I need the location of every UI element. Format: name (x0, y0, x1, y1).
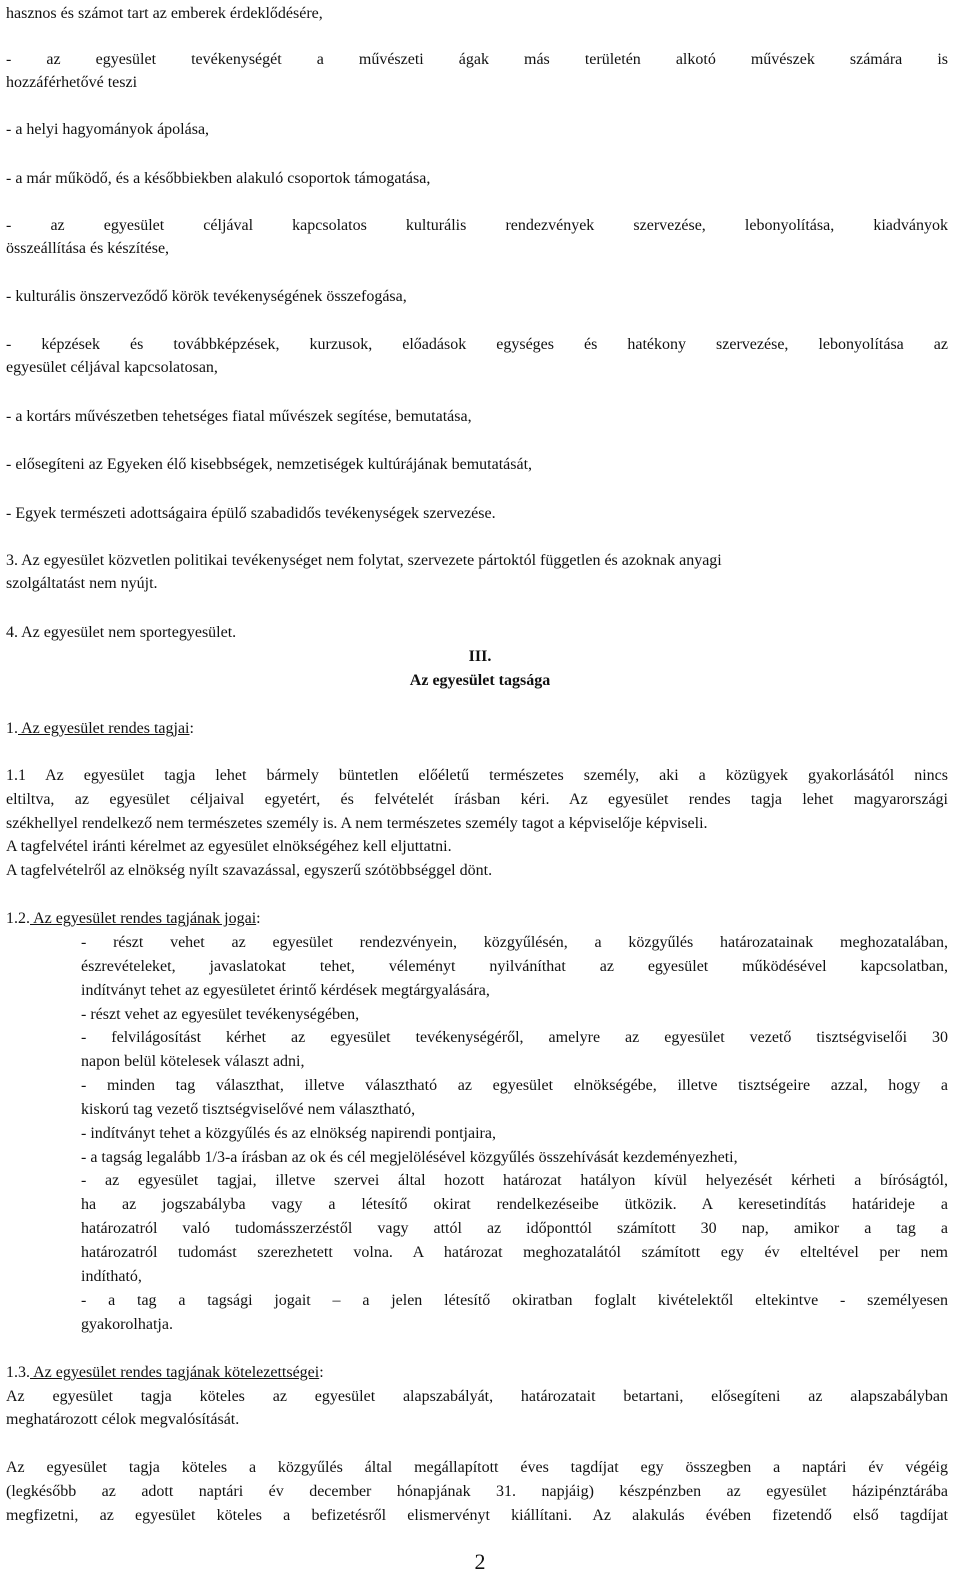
paragraph: Az egyesület tagja köteles a közgyűlés által megállapított éves tagdíjat egy összegben a naptári év végéig (6, 1459, 948, 1476)
paragraph: 4. Az egyesület nem sportegyesület. (6, 624, 237, 641)
list-item: kiskorú tag vezető tisztségviselővé nem választható, (81, 1101, 416, 1118)
paragraph: - Egyek természeti adottságaira épülő szabadidős tevékenységek szervezése. (6, 505, 496, 522)
paragraph: hasznos és számot tart az emberek érdeklődésére, (6, 5, 323, 22)
paragraph: - a helyi hagyományok ápolása, (6, 121, 210, 138)
list-item: indítható, (81, 1268, 142, 1285)
list-item: - részt vehet az egyesület rendezvényein, közgyűlésén, a közgyűlés határozatainak meghozatalában, (81, 934, 948, 951)
subsection-heading (6, 1361, 948, 1384)
list-item: ha az jogszabályba vagy a létesítő okirat rendelkezéseibe ütközik. A keresetindítás határideje a (81, 1196, 948, 1213)
list-item: - a tag a tagsági jogait – a jelen létesítő okiratban foglalt kivételektől eltekintve - személyesen (81, 1292, 948, 1309)
list-item: - indítványt tehet a közgyűlés és az elnökség napirendi pontjaira, (81, 1125, 496, 1142)
subsection-colon: : (189, 720, 194, 737)
paragraph: székhellyel rendelkező nem természetes személy is. A nem természetes személy tagot a képviselője képviseli. (6, 815, 708, 832)
list-item: határozatról tudomást szerezhetett volna. A határozat meghozatalától számított egy év elteltével per nem (81, 1244, 948, 1261)
list-item: - az egyesület tagjai, illetve szervei által hozott határozat hatályon kívül helyezését kérheti a bíróságtól, (81, 1172, 948, 1189)
paragraph: összeállítása és készítése, (6, 240, 170, 257)
paragraph: 1.1 Az egyesület tagja lehet bármely büntetlen előéletű természetes személy, aki a közügyek gyakorlásától nincs (6, 767, 948, 784)
subsection-number: 1.3. (6, 1364, 30, 1381)
paragraph: meghatározott célok megvalósítását. (6, 1411, 240, 1428)
subsection-title: Az egyesület rendes tagjának kötelezettségei (30, 1364, 320, 1381)
paragraph: hozzáférhetővé teszi (6, 74, 138, 91)
paragraph: megfizetni, az egyesület köteles a befizetésről elismervényt kiállítani. Az alakulás évében fizetendő első tagdíjat (6, 1507, 948, 1524)
list-item: - minden tag választhat, illetve választható az egyesület elnökségébe, illetve tisztségeire azzal, hogy a (81, 1077, 948, 1094)
paragraph: - a kortárs művészetben tehetséges fiatal művészek segítése, bemutatása, (6, 408, 472, 425)
paragraph: Az egyesület tagja köteles az egyesület alapszabályát, határozatait betartani, elősegíteni az alapszabályban (6, 1388, 948, 1405)
subsection-number: 1.2. (6, 910, 30, 927)
list-item: határozatról való tudomásszerzéstől vagy attól az időponttól számított 30 nap, amikor a tag a (81, 1220, 948, 1237)
paragraph: - kulturális önszerveződő körök tevékenységének összefogása, (6, 288, 407, 305)
paragraph: (legkésőbb az adott naptári év december hónapjának 31. napjáig) készpénzben az egyesület házipénztárába (6, 1483, 948, 1500)
paragraph: egyesület céljával kapcsolatosan, (6, 359, 218, 376)
subsection-heading (6, 717, 948, 740)
list-item: gyakorolhatja. (81, 1316, 173, 1333)
section-title: Az egyesület tagsága (409, 672, 551, 689)
page-number: 2 (474, 1549, 486, 1574)
paragraph: - elősegíteni az Egyeken élő kisebbségek, nemzetiségek kultúrájának bemutatását, (6, 456, 533, 473)
list-item: - részt vehet az egyesület tevékenységében, (81, 1006, 360, 1023)
subsection-title: Az egyesület rendes tagjai (18, 720, 190, 737)
paragraph: A tagfelvétel iránti kérelmet az egyesület elnökségéhez kell eljuttatni. (6, 838, 452, 855)
subsection-title: Az egyesület rendes tagjának jogai (30, 910, 257, 927)
list-item: - a tagság legalább 1/3-a írásban az ok és cél megjelölésével közgyűlés összehívását kezdeményezheti, (81, 1149, 738, 1166)
list-item: észrevételeket, javaslatokat tehet, véleményt nyilváníthat az egyesület működésével kapcsolatban, (81, 958, 948, 975)
paragraph: eltiltva, az egyesület céljaival egyetért, és felvételét írásban kéri. Az egyesület rendes tagja lehet magyarországi (6, 791, 948, 808)
paragraph: 3. Az egyesület közvetlen politikai tevékenységet nem folytat, szervezete pártoktól független és azoknak anyagi (6, 552, 722, 569)
subsection-number: 1. (6, 720, 18, 737)
paragraph: - képzések és továbbképzések, kurzusok, előadások egységes és hatékony szervezése, lebonyolítása az (6, 336, 948, 353)
subsection-colon: : (319, 1364, 324, 1381)
paragraph: - az egyesület céljával kapcsolatos kulturális rendezvények szervezése, lebonyolítása, kiadványok (6, 217, 948, 234)
paragraph: A tagfelvételről az elnökség nyílt szavazással, egyszerű szótöbbséggel dönt. (6, 862, 493, 879)
section-number: III. (468, 648, 492, 665)
list-item: indítványt tehet az egyesületet érintő kérdések megtárgyalására, (81, 982, 490, 999)
paragraph: - az egyesület tevékenységét a művészeti ágak más területén alkotó művészek számára is (6, 51, 948, 68)
subsection-heading (6, 907, 948, 930)
subsection-colon: : (256, 910, 261, 927)
paragraph: szolgáltatást nem nyújt. (6, 575, 158, 592)
list-item: - felvilágosítást kérhet az egyesület tevékenységéről, amelyre az egyesület vezető tisztségviselői 30 (81, 1029, 948, 1046)
list-item: napon belül kötelesek választ adni, (81, 1053, 305, 1070)
paragraph: - a már működő, és a későbbiekben alakuló csoportok támogatása, (6, 170, 431, 187)
